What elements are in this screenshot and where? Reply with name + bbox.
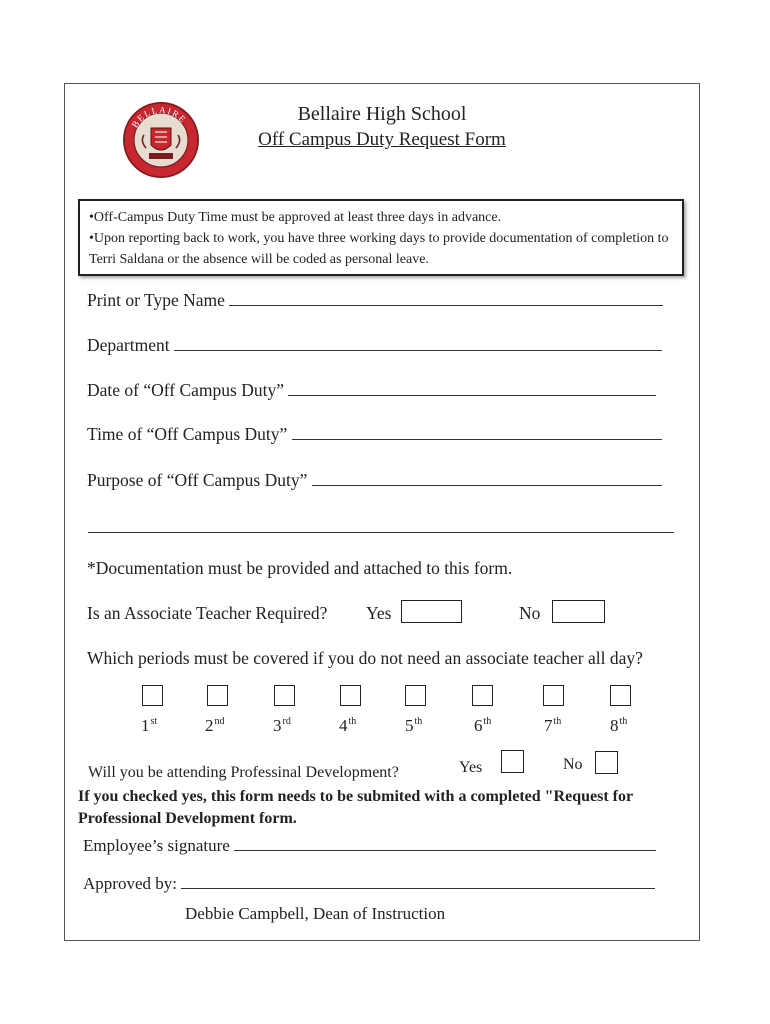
school-seal-logo <box>122 101 200 179</box>
period-8-label: 8th <box>610 716 628 735</box>
period-8-checkbox[interactable] <box>610 685 631 706</box>
date-field[interactable] <box>87 380 656 401</box>
pd-instruction-note: If you checked yes, this form needs to be submited with a completed "Request for Professional Development form. <box>78 788 633 827</box>
associate-teacher-question: Is an Associate Teacher Required? <box>87 603 328 623</box>
time-field[interactable] <box>87 424 662 445</box>
time-line[interactable] <box>292 425 662 440</box>
period-4-checkbox[interactable] <box>340 685 361 706</box>
purpose-field[interactable] <box>87 470 662 491</box>
time-label: Time of “Off Campus Duty” <box>87 424 288 444</box>
pd-question: Will you be attending Professinal Development? <box>88 764 399 781</box>
associate-no-label: No <box>519 603 541 623</box>
period-2-checkbox[interactable] <box>207 685 228 706</box>
approved-by-line[interactable] <box>181 874 655 889</box>
form-title: Off Campus Duty Request Form <box>258 129 506 150</box>
period-7-checkbox[interactable] <box>543 685 564 706</box>
period-1-checkbox[interactable] <box>142 685 163 706</box>
notice-box <box>78 199 684 276</box>
associate-no-checkbox[interactable] <box>552 600 605 623</box>
name-line[interactable] <box>229 291 663 306</box>
period-5-label: 5th <box>405 716 423 735</box>
school-name: Bellaire High School <box>297 103 467 125</box>
period-7-label: 7th <box>544 716 562 735</box>
period-4-label: 4th <box>339 716 357 735</box>
associate-yes-checkbox[interactable] <box>401 600 462 623</box>
name-field[interactable] <box>87 290 663 311</box>
approved-by-label: Approved by: <box>83 874 177 893</box>
period-2-label: 2nd <box>205 716 225 735</box>
purpose-label: Purpose of “Off Campus Duty” <box>87 470 308 490</box>
associate-yes-label: Yes <box>366 603 392 623</box>
approved-by-field[interactable] <box>83 874 655 894</box>
svg-text:BELLAIRE: BELLAIRE <box>129 104 189 130</box>
employee-signature-field[interactable] <box>83 836 656 856</box>
period-1-label: 1st <box>141 716 158 735</box>
documentation-note: *Documentation must be provided and attached to this form. <box>87 558 513 578</box>
employee-signature-label: Employee’s signature <box>83 836 230 855</box>
period-3-checkbox[interactable] <box>274 685 295 706</box>
department-line[interactable] <box>174 336 662 351</box>
purpose-line[interactable] <box>312 471 662 486</box>
date-label: Date of “Off Campus Duty” <box>87 380 284 400</box>
period-3-label: 3rd <box>273 716 291 735</box>
purpose-continuation-line[interactable] <box>88 518 674 533</box>
employee-signature-line[interactable] <box>234 836 656 851</box>
date-line[interactable] <box>288 381 656 396</box>
period-6-checkbox[interactable] <box>472 685 493 706</box>
notice-line-advance: •Off-Campus Duty Time must be approved at least three days in advance. <box>89 210 502 225</box>
period-5-checkbox[interactable] <box>405 685 426 706</box>
pd-no-checkbox[interactable] <box>595 751 618 774</box>
department-label: Department <box>87 335 170 355</box>
notice-line-documentation: •Upon reporting back to work, you have three working days to provide documentation of completion to Terri Saldana or the absence will be coded as personal leave. <box>89 231 669 267</box>
department-field[interactable] <box>87 335 662 356</box>
approver-name: Debbie Campbell, Dean of Instruction <box>185 904 446 923</box>
pd-yes-label: Yes <box>459 759 483 776</box>
pd-no-label: No <box>563 756 583 773</box>
name-label: Print or Type Name <box>87 290 225 310</box>
periods-question: Which periods must be covered if you do not need an associate teacher all day? <box>87 648 643 668</box>
period-6-label: 6th <box>474 716 492 735</box>
pd-yes-checkbox[interactable] <box>501 750 524 773</box>
